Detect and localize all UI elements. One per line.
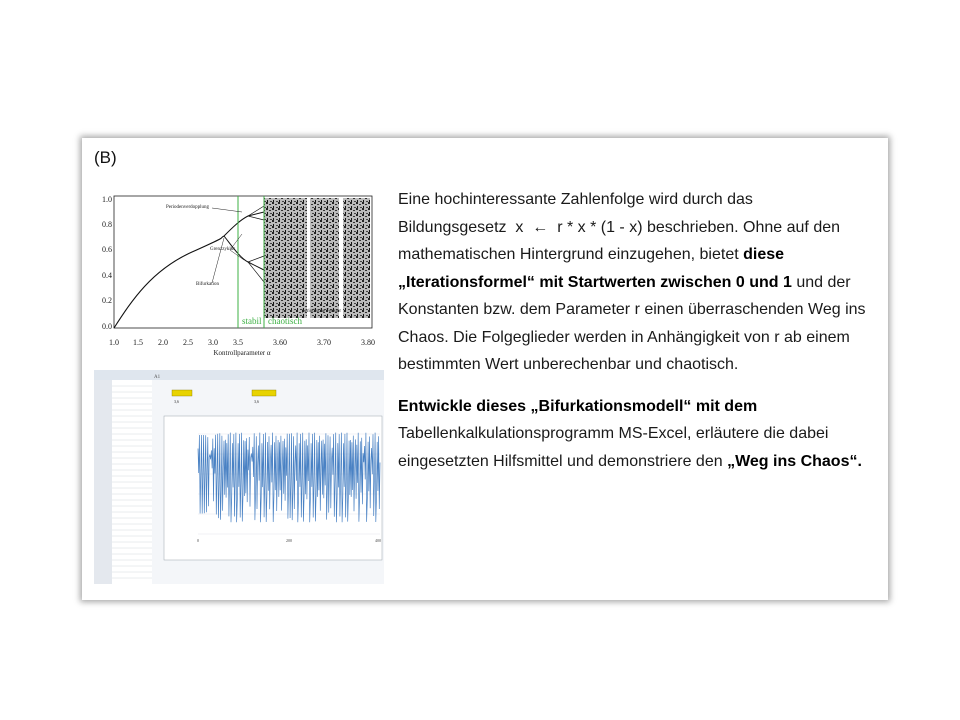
x-tick-label: 3.80 — [361, 338, 375, 347]
formula-rest: r * x * (1 - x) — [557, 218, 643, 236]
y-tick-label: 0.2 — [102, 296, 112, 305]
control-value-2: 3,6 — [254, 399, 259, 404]
x-tick-label: 2.5 — [183, 338, 193, 347]
x-tick-label: 3.0 — [208, 338, 218, 347]
p2-bold: Entwickle dieses „Bifurkationsmodell“ mit dem — [398, 397, 758, 415]
value-column — [112, 380, 152, 584]
y-tick-label: 0.4 — [102, 271, 112, 280]
p1-intro: Eine hochinteressante Zahlenfolge wird durch das Bildungsgesetz — [398, 191, 753, 236]
chaotic-label: chaotisch — [268, 316, 302, 326]
p1-part3: und der Konstanten bzw. dem Parameter r einen überraschenden Weg ins Chaos. Die Folgeglieder werden in Anhängigkeit von r ab einem bestimmten Wert unberechenbar und chaotisch. — [398, 273, 866, 373]
sheet-toolbar — [94, 370, 384, 380]
annotation-bifurcation: Bifurkation — [196, 282, 220, 287]
chart-x-tick: 200 — [286, 538, 292, 543]
x-tick-label: 2.0 — [158, 338, 168, 347]
control-slider-2 — [252, 390, 276, 396]
slide-card — [82, 138, 888, 600]
x-tick-label: 3.70 — [317, 338, 331, 347]
periodic-window — [307, 198, 310, 318]
paragraph-1 — [398, 186, 868, 379]
chart-x-tick: 400 — [375, 538, 381, 543]
bifurcation-diagram — [92, 190, 377, 360]
x-axis-label: Kontrollparameter α — [213, 349, 271, 357]
description-text — [398, 186, 868, 475]
p1-bold: diese „Iterationsformel“ mit Startwerten zwischen 0 und 1 — [398, 246, 792, 291]
section-label: (B) — [94, 148, 117, 167]
periodic-window — [339, 198, 343, 318]
p1-part2: beschrieben. Ohne auf den mathematischen Hintergrund einzugehen, bietet — [398, 218, 841, 263]
annotation-period-doubling: Periodenverdopplung — [166, 205, 210, 210]
annotation-limit-cycle: Grenzzyklus — [210, 247, 236, 252]
paragraph-2 — [398, 393, 868, 476]
x-tick-label: 1.0 — [109, 338, 119, 347]
annotation-periodic-window: periodische Fenster — [302, 309, 342, 314]
formula-arrow: ← — [532, 218, 549, 236]
chaotic-region — [264, 198, 370, 318]
y-tick-label: 0.8 — [102, 220, 112, 229]
stable-label: stabil — [242, 316, 262, 326]
p2-part2: Tabellenkalkulationsprogramm MS-Excel, erläutere die dabei eingesetzten Hilfsmittel und demonstriere den — [398, 425, 829, 470]
name-box: A1 — [154, 375, 161, 380]
p2-bold-end: „Weg ins Chaos“. — [727, 452, 862, 470]
x-tick-label: 1.5 — [133, 338, 143, 347]
y-tick-label: 0.0 — [102, 322, 112, 331]
y-tick-label: 1.0 — [102, 195, 112, 204]
excel-screenshot — [94, 370, 384, 584]
control-slider-1 — [172, 390, 192, 396]
y-tick-label: 0.6 — [102, 245, 112, 254]
row-header-column — [94, 380, 112, 584]
x-tick-label: 3.5 — [233, 338, 243, 347]
control-value-1: 3,6 — [174, 399, 179, 404]
x-tick-label: 3.60 — [273, 338, 287, 347]
chart-x-tick: 0 — [197, 538, 199, 543]
formula-var: x — [515, 218, 524, 236]
